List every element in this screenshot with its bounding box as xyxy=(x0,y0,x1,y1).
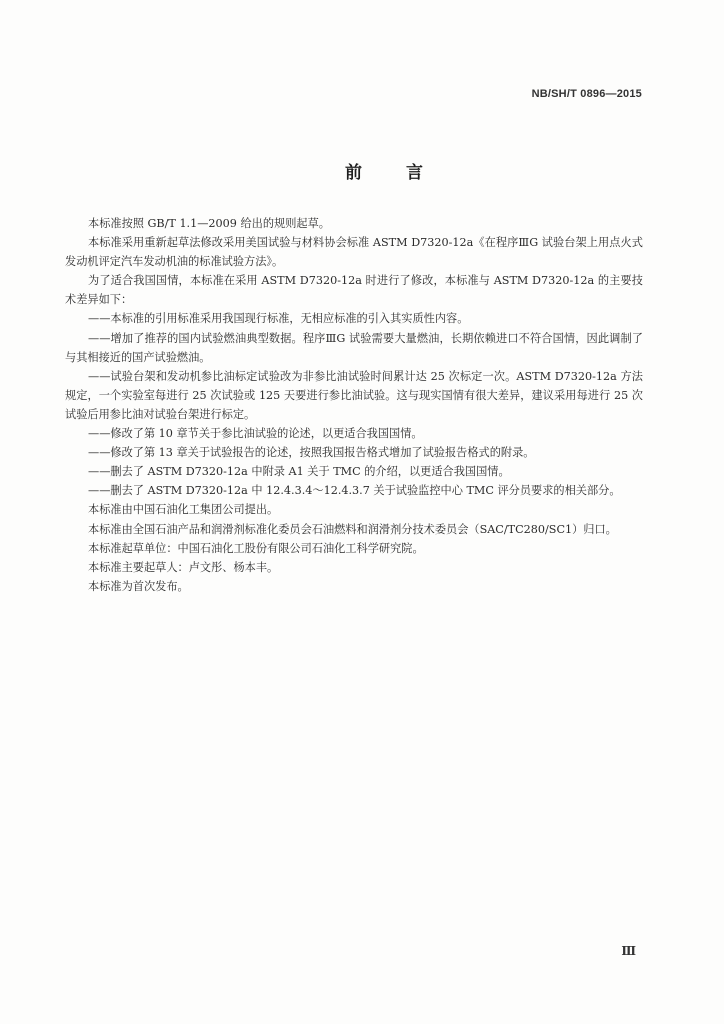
paragraph: 本标准为首次发布。 xyxy=(88,579,189,593)
paragraph: 本标准主要起草人：卢文彤、杨本丰。 xyxy=(88,560,279,574)
difference-item: ——增加了推荐的国内试验燃油典型数据。程序ⅢG 试验需要大量燃油，长期依赖进口不符合国情，因此调制了与其相接近的国产试验燃油。 xyxy=(65,331,643,364)
standard-code: NB/SH/T 0896—2015 xyxy=(531,88,642,100)
paragraph: 本标准起草单位：中国石油化工股份有限公司石油化工科学研究院。 xyxy=(88,541,424,555)
difference-item: ——删去了 ASTM D7320-12a 中附录 A1 关于 TMC 的介绍，以更适合我国国情。 xyxy=(88,465,510,479)
difference-item: ——试验台架和发动机参比油标定试验改为非参比油试验时间累计达 25 次标定一次。ASTM D7320-12a 方法规定，一个实验室每进行 25 次试验或 125 天要进行参比油试验。这与现实国情有很大差异，建议采用每进行 25 次试验后用参比油对试验台架进行标定。 xyxy=(65,369,643,421)
paragraph: 本标准由全国石油产品和润滑剂标准化委员会石油燃料和润滑剂分技术委员会（SAC/TC280/SC1）归口。 xyxy=(88,522,617,536)
paragraph: 为了适合我国国情，本标准在采用 ASTM D7320-12a 时进行了修改，本标准与 ASTM D7320-12a 的主要技术差异如下： xyxy=(65,274,643,307)
paragraph: 本标准由中国石油化工集团公司提出。 xyxy=(88,503,279,517)
page-title: 前言 xyxy=(345,163,467,183)
difference-item: ——修改了第 10 章节关于参比油试验的论述，以更适合我国国情。 xyxy=(88,427,423,441)
foreword-body xyxy=(65,214,643,596)
paragraph: 本标准按照 GB/T 1.1—2009 给出的规则起草。 xyxy=(88,217,330,230)
difference-item: ——删去了 ASTM D7320-12a 中 12.4.3.4～12.4.3.7 关于试验监控中心 TMC 评分员要求的相关部分。 xyxy=(88,484,621,498)
page-number: Ⅲ xyxy=(621,944,636,958)
difference-item: ——修改了第 13 章关于试验报告的论述，按照我国报告格式增加了试验报告格式的附录。 xyxy=(88,446,535,460)
difference-item: ——本标准的引用标准采用我国现行标准，无相应标准的引入其实质性内容。 xyxy=(88,312,469,326)
paragraph: 本标准采用重新起草法修改采用美国试验与材料协会标准 ASTM D7320-12a《在程序ⅢG 试验台架上用点火式发动机评定汽车发动机油的标准试验方法》。 xyxy=(65,236,643,269)
